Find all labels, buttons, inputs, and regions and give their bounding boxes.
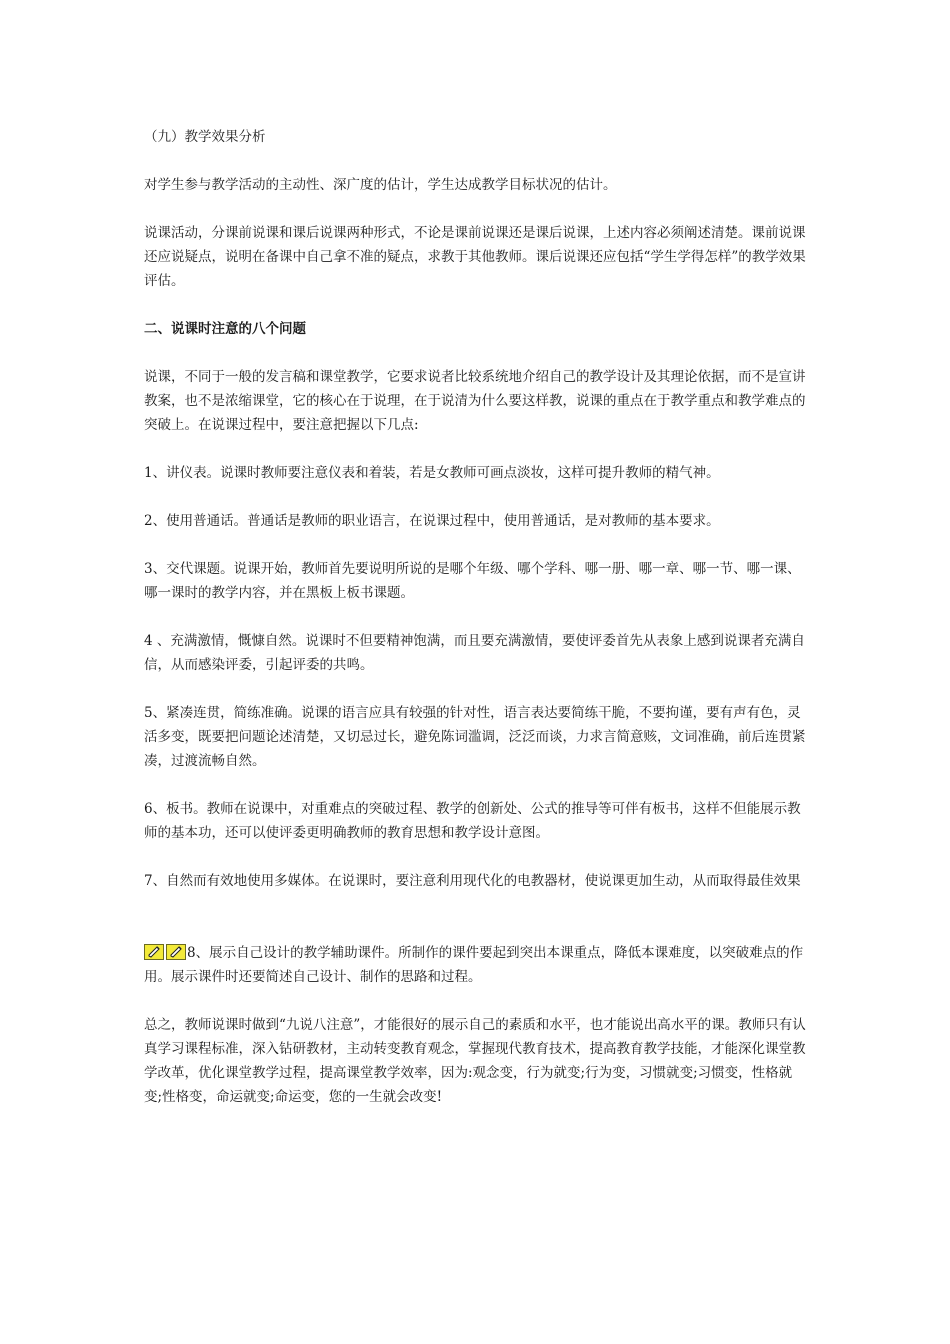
paragraph-effect-estimate: 对学生参与教学活动的主动性、深广度的估计，学生达成教学目标状况的估计。: [144, 177, 617, 193]
list-item-8: 8、展示自己设计的教学辅助课件。所制作的课件要起到突出本课重点，降低本课难度，以突破难点的作用。展示课件时还要简述自己设计、制作的思路和过程。: [144, 945, 804, 985]
list-item-5: 5、紧凑连贯，简练准确。说课的语言应具有较强的针对性，语言表达要简练干脆，不要拘谨，要有声有色，灵活多变，既要把问题论述清楚，又切忌过长，避免陈词滥调，泛泛而谈，力求言简意赅，文词准确，前后连贯紧凑，过渡流畅自然。: [144, 705, 806, 769]
paragraph-lesson-intro: 说课，不同于一般的发言稿和课堂教学，它要求说者比较系统地介绍自己的教学设计及其理论依据，而不是宣讲教案，也不是浓缩课堂，它的核心在于说理，在于说清为什么要这样教，说课的重点在于教学重点和教学难点的突破上。在说课过程中，要注意把握以下几点:: [144, 369, 806, 433]
paragraph-conclusion: 总之，教师说课时做到“九说八注意”，才能很好的展示自己的素质和水平，也才能说出高水平的课。教师只有认真学习课程标准，深入钻研教材，主动转变教育观念，掌握现代教育技术，提高教育教学技能，才能深化课堂教学改革，优化课堂教学过程，提高课堂教学效率，因为:观念变，行为就变;行为变，习惯就变;习惯变，性格就变;性格变，命运就变;命运变，您的一生就会改变!: [144, 1017, 806, 1105]
section-heading-eight-issues: 二、说课时注意的八个问题: [144, 321, 306, 337]
paragraph-lesson-forms: 说课活动，分课前说课和课后说课两种形式，不论是课前说课还是课后说课，上述内容必须阐述清楚。课前说课还应说疑点，说明在备课中自己拿不准的疑点，求教于其他教师。课后说课还应包括“学生学得怎样”的教学效果评估。: [144, 225, 806, 289]
list-item-4: 4 、充满激情，慨慷自然。说课时不但要精神饱满，而且要充满激情，要使评委首先从表象上感到说课者充满自信，从而感染评委，引起评委的共鸣。: [144, 633, 805, 673]
list-item-1: 1、讲仪表。说课时教师要注意仪表和着装，若是女教师可画点淡妆，这样可提升教师的精气神。: [144, 465, 720, 481]
pencil-icon-group: [144, 944, 186, 960]
pencil-icon: [144, 944, 164, 960]
list-item-6: 6、板书。教师在说课中，对重难点的突破过程、教学的创新处、公式的推导等可伴有板书，这样不但能展示教师的基本功，还可以使评委更明确教师的教育思想和教学设计意图。: [144, 801, 801, 841]
pencil-icon: [166, 944, 186, 960]
list-item-7: 7、自然而有效地使用多媒体。在说课时，要注意利用现代化的电教器材，使说课更加生动，从而取得最佳效果: [144, 873, 801, 889]
section-title-teaching-effect: （九）教学效果分析: [144, 129, 266, 145]
list-item-3: 3、交代课题。说课开始，教师首先要说明所说的是哪个年级、哪个学科、哪一册、哪一章、哪一节、哪一课、哪一课时的教学内容，并在黑板上板书课题。: [144, 561, 801, 601]
list-item-2: 2、使用普通话。普通话是教师的职业语言，在说课过程中，使用普通话，是对教师的基本要求。: [144, 513, 720, 529]
list-item-8-wrapper: [144, 941, 810, 989]
